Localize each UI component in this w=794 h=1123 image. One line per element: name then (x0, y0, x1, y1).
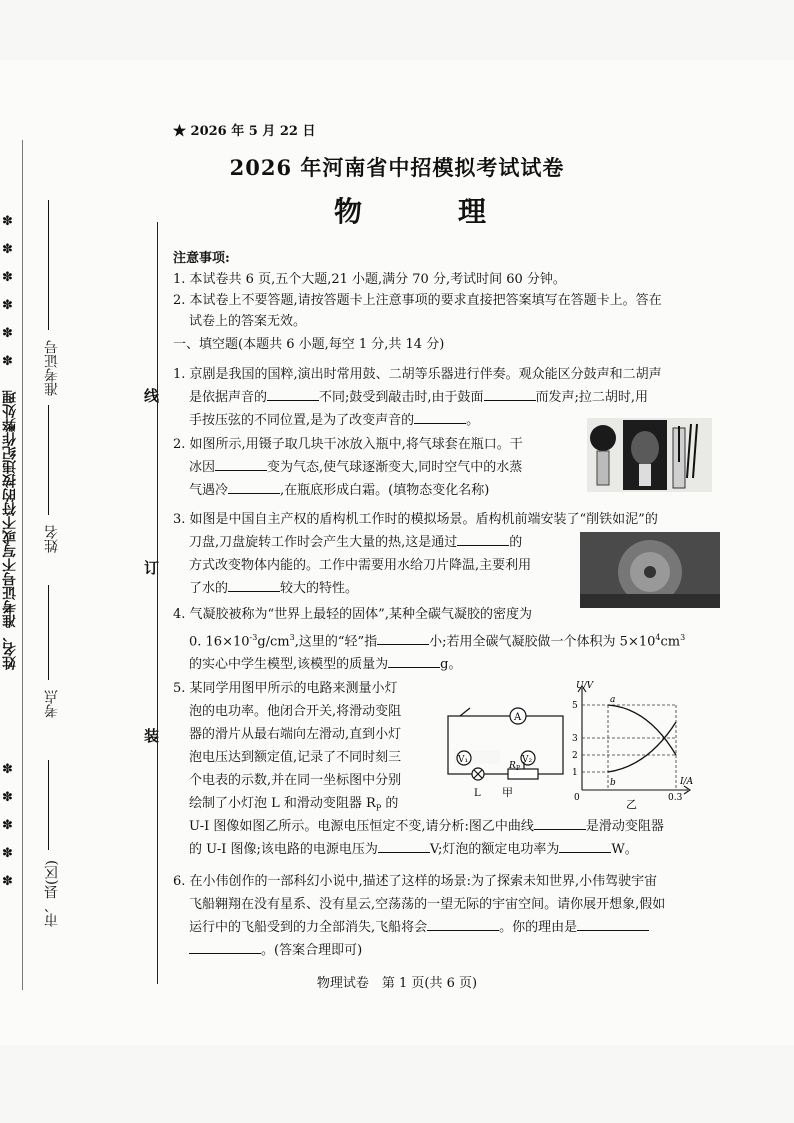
curve-a-label: a (610, 695, 616, 705)
star-column-bottom: ✽ ✽ ✽ ✽ ✽ (2, 762, 13, 889)
answer-blank[interactable] (427, 917, 499, 931)
section-title: 一、填空题(本题共 6 小题,每空 1 分,共 14 分) (173, 337, 445, 352)
subject-title: 物 理 (333, 195, 520, 228)
answer-blank[interactable] (388, 654, 440, 668)
question-6: 6. 在小伟创作的一部科幻小说中,描述了这样的场景:为了探索未知世界,小伟驾驶宇宙 飞船翱翔在没有星系、没有星云,空荡荡的一望无际的宇宙空间。请你展开想象,假如 运行中的飞船受到的力全部消失,飞船将会 。你的理由是 。(答案合理即可) (173, 874, 666, 958)
page-footer: 物理试卷 第 1 页(共 6 页) (316, 976, 478, 991)
answer-blank[interactable] (559, 839, 611, 853)
venue-label: 考点 (44, 690, 60, 718)
question-2: 2. 如图所示,用镊子取几块干冰放入瓶中,将气球套在瓶口。干 冰因 变为气态,使气球逐渐变大,同时空气中的水蒸 气遇冷 ,在瓶底形成白霜。(填物态变化名称) (173, 437, 523, 498)
curve-b-label: b (610, 778, 616, 788)
question-1: 1. 京剧是我国的国粹,演出时常用鼓、二胡等乐器进行伴奏。观众能区分鼓声和二胡声 是依据声音的 不同;鼓受到敲击时,由于鼓面 而发声;拉二胡时,用 手按压弦的不同位置,是为了改变声音的 。 (173, 367, 662, 428)
answer-blank[interactable] (228, 578, 280, 592)
ui-graph (568, 678, 698, 813)
answer-blank[interactable] (484, 387, 536, 401)
notes-block (173, 248, 718, 355)
binding-edge-line (22, 140, 23, 990)
figure-yi-label: 乙 (626, 798, 637, 811)
lamp-label: L (474, 788, 481, 799)
voltmeter-2-symbol: V₂ (522, 755, 533, 765)
question-5-cont: U-I 图像如图乙所示。电源电压恒定不变,请分析:图乙中曲线 是滑动变阻器 的 U-I 图像;该电路的电源电压为 V;灯泡的额定电功率为 W。 (173, 815, 718, 861)
county-line (48, 760, 49, 850)
tick-y: 3 (572, 734, 578, 744)
note-item: 试卷上的答案无效。 (189, 314, 307, 329)
answer-blank[interactable] (577, 917, 649, 931)
side-warning: 姓名、准考证号不写或不符的按违纪作弊处理 (2, 390, 18, 670)
answer-blank[interactable] (215, 457, 267, 471)
county-label: 市、县(区) (44, 860, 60, 927)
answer-blank[interactable] (378, 839, 430, 853)
seal-line (157, 222, 158, 984)
seal-line-char: 线 (142, 388, 160, 403)
dry-ice-balloon-photos (587, 418, 712, 492)
voltmeter-1-symbol: V₁ (458, 755, 469, 765)
name-label: 姓名 (44, 525, 60, 553)
svg-text:P: P (516, 765, 521, 772)
figure-jia-label: 甲 (502, 786, 513, 799)
graph-y-label: U/V (576, 681, 594, 691)
venue-line (48, 585, 49, 680)
exam-title: 2026 年河南省中招模拟考试试卷 (229, 155, 565, 180)
note-item: 1. 本试卷共 6 页,五个大题,21 小题,满分 70 分,考试时间 60 分钟。 (173, 272, 566, 287)
circuit-diagram (440, 700, 570, 810)
answer-blank[interactable] (267, 387, 319, 401)
answer-blank[interactable] (189, 940, 261, 954)
rheostat-label: R (509, 761, 516, 771)
tick-x: 0.3 (668, 793, 683, 803)
origin-label: 0 (574, 793, 580, 803)
answer-blank[interactable] (377, 631, 429, 645)
answer-blank[interactable] (228, 480, 280, 494)
ammeter-symbol: A (514, 712, 522, 723)
name-line (48, 405, 49, 515)
question-4: 4. 气凝胶被称为“世界上最轻的固体”,某种全碳气凝胶的密度为 0. $16\times 10^{-3}g/cm^3$,这里的“轻”指 小;若用全碳气凝胶做一个体积为 $5\times 10^4cm^3$ 的实心中学生模型,该模型的质量为 g。 (173, 607, 686, 673)
tick-y: 1 (572, 768, 578, 778)
graph-x-label: I/A (680, 777, 694, 787)
notes-heading: 注意事项: (173, 251, 230, 266)
tick-y: 5 (572, 701, 578, 711)
tick-y: 2 (572, 751, 578, 761)
note-item: 2. 本试卷上不要答题,请按答题卡上注意事项的要求直接把答案填写在答题卡上。答在 (173, 293, 662, 308)
star-column-top: ✽ ✽ ✽ ✽ ✽ ✽ (2, 214, 13, 369)
exam-date: ★ 2026 年 5 月 22 日 (173, 124, 316, 139)
question-3: 3. 如图是中国自主产权的盾构机工作时的模拟场景。盾构机前端安装了“削铁如泥”的 刀盘,刀盘旋转工作时会产生大量的热,这是通过 的 方式改变物体内能的。工作中需要用水给刀片降温,主要利用 了水的 较大的特性。 (173, 512, 658, 596)
seal-install-char: 装 (142, 728, 160, 743)
answer-blank[interactable] (414, 410, 466, 424)
tunnel-boring-machine-photo (580, 532, 720, 608)
answer-blank[interactable] (534, 816, 586, 830)
answer-blank[interactable] (457, 532, 509, 546)
exam-number-label: 准考证号 (44, 340, 60, 396)
seal-bind-char: 订 (142, 560, 160, 575)
question-5: 5. 某同学用图甲所示的电路来测量小灯 泡的电功率。他闭合开关,将滑动变阻 器的滑片从最右端向左滑动,直到小灯 泡电压达到额定值,记录了不同时刻三 个电表的示数,并在同一坐标图中分别 绘制了小灯泡 L 和滑动变阻器 $R_P$ 的 (173, 681, 402, 813)
